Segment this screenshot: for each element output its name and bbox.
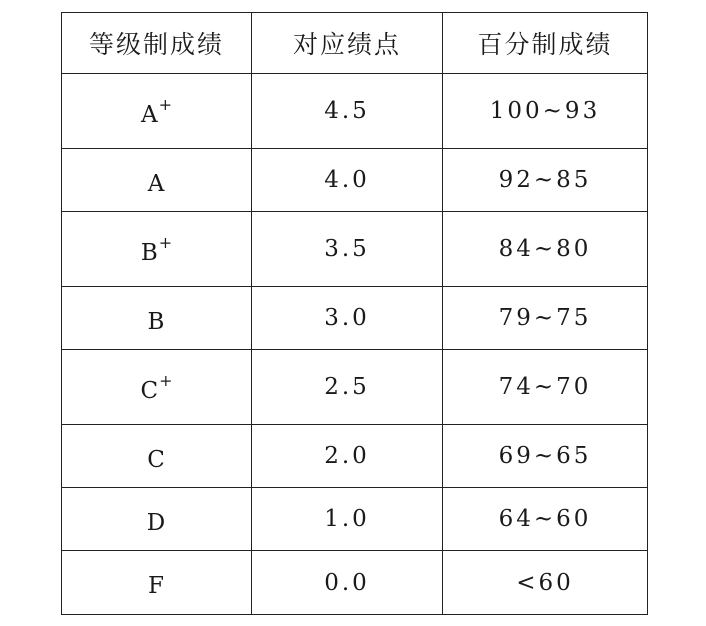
grade-cell [62,149,252,212]
score-range-cell: 74~70 [443,350,648,425]
header-row [62,13,648,74]
table-row [62,287,648,350]
grade-points-cell: 4.5 [252,74,443,149]
grade-cell [62,212,252,287]
grade-letter: D [146,509,166,536]
grade-cell [62,287,252,350]
grade-conversion-table [61,12,648,615]
score-range-cell: 64~60 [443,488,648,551]
table-row [62,551,648,615]
header-grade-points: 对应绩点 [252,13,443,74]
table-row [62,74,648,149]
score-range-cell: 100~93 [443,74,648,149]
grade-cell [62,350,252,425]
grade-points-cell: 4.0 [252,149,443,212]
grade-cell [62,425,252,488]
grade-letter: C [147,446,165,473]
grade-plus: + [158,94,173,114]
table-row [62,488,648,551]
grade-cell [62,488,252,551]
header-grade: 等级制成绩 [62,13,252,74]
grade-points-cell: 3.0 [252,287,443,350]
grade-plus: + [158,232,173,252]
score-range-cell: 84~80 [443,212,648,287]
table-row [62,149,648,212]
grade-letter: A [140,101,158,128]
grade-cell [62,551,252,615]
grade-points-cell: 0.0 [252,551,443,615]
grade-points-cell: 1.0 [252,488,443,551]
score-range-cell: 92~85 [443,149,648,212]
grade-letter: C [140,377,159,404]
grade-letter: F [148,573,164,599]
grade-points-cell: 2.5 [252,350,443,425]
grade-letter: B [147,308,165,335]
score-range-cell: 79~75 [443,287,648,350]
table-row [62,350,648,425]
header-percentage-score: 百分制成绩 [443,13,648,74]
grade-letter: A [147,170,165,197]
grade-plus: + [159,370,173,390]
table-row [62,212,648,287]
score-range-cell: 69~65 [443,425,648,488]
grade-cell [62,74,252,149]
table-row [62,425,648,488]
grade-points-cell: 3.5 [252,212,443,287]
score-range-cell: <60 [443,551,648,615]
grade-letter: B [140,239,158,266]
grade-points-cell: 2.0 [252,425,443,488]
